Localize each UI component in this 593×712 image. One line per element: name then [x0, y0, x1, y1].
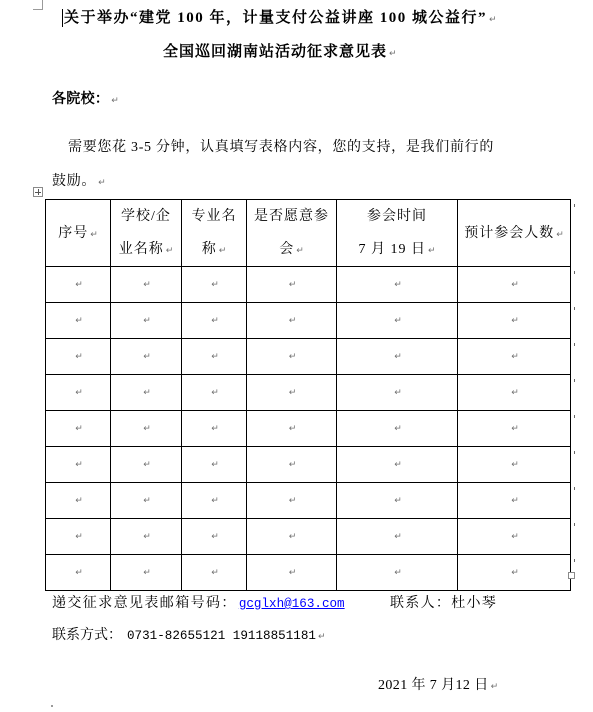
- paragraph-mark: ↵: [211, 316, 219, 326]
- end-of-row-mark: [574, 343, 575, 346]
- table-cell[interactable]: [182, 303, 247, 339]
- table-cell[interactable]: [111, 303, 182, 339]
- paragraph-mark: ↵: [143, 280, 151, 290]
- header-text: 业名称: [118, 242, 164, 257]
- header-cell[interactable]: [111, 200, 182, 267]
- paragraph-mark: ↵: [75, 352, 83, 362]
- table-cell[interactable]: [247, 519, 337, 555]
- paragraph-mark: ↵: [143, 316, 151, 326]
- header-text: 参会时间: [367, 209, 427, 224]
- paragraph-mark: ↵: [288, 388, 297, 398]
- paragraph-mark: ↵: [511, 316, 519, 326]
- header-text: 称: [201, 242, 217, 257]
- table-cell[interactable]: [337, 483, 458, 519]
- table-cell[interactable]: [458, 303, 571, 339]
- partial-paragraph-mark: [51, 705, 53, 707]
- table-header-row: [46, 200, 571, 267]
- paragraph-mark: ↵: [211, 460, 219, 470]
- paragraph-mark: ↵: [75, 460, 83, 470]
- end-of-row-mark: [574, 379, 575, 382]
- paragraph-mark: ↵: [211, 280, 219, 290]
- paragraph-mark: ↵: [143, 424, 151, 434]
- header-cell-line: [182, 200, 246, 233]
- paragraph-mark: ↵: [143, 532, 151, 542]
- page-corner-mark: [33, 9, 43, 10]
- table-cell[interactable]: [337, 447, 458, 483]
- table-cell[interactable]: [111, 519, 182, 555]
- table-cell[interactable]: [247, 555, 337, 591]
- intro-text: 需要您花 3-5 分钟，认真填写表格内容，您的支持，是我们前行的: [68, 140, 495, 155]
- table-cell[interactable]: [46, 339, 111, 375]
- table-row: [46, 447, 571, 483]
- table-cell[interactable]: [337, 303, 458, 339]
- table-cell[interactable]: [458, 483, 571, 519]
- paragraph-mark: ↵: [288, 460, 297, 470]
- paragraph-mark: ↵: [394, 352, 402, 362]
- table-cell[interactable]: [247, 303, 337, 339]
- paragraph-mark: ↵: [317, 632, 326, 642]
- table-cell[interactable]: [46, 303, 111, 339]
- paragraph-mark: ↵: [490, 682, 499, 692]
- paragraph-mark: ↵: [288, 532, 297, 542]
- header-text: 学校/企: [121, 209, 171, 224]
- header-text: 会: [279, 242, 295, 257]
- paragraph-mark: ↵: [394, 460, 402, 470]
- table-cell[interactable]: [182, 267, 247, 303]
- table-cell[interactable]: [111, 447, 182, 483]
- table-cell[interactable]: [247, 375, 337, 411]
- contact-person[interactable]: [390, 595, 497, 613]
- paragraph-mark: ↵: [143, 460, 151, 470]
- end-of-row-mark: [574, 487, 575, 490]
- table-cell[interactable]: [337, 411, 458, 447]
- table-cell[interactable]: [182, 339, 247, 375]
- table-cell[interactable]: [111, 483, 182, 519]
- table-body: [46, 200, 571, 591]
- paragraph-mark: ↵: [394, 424, 402, 434]
- end-of-row-mark: [574, 415, 575, 418]
- header-text: 序号: [58, 225, 89, 241]
- paragraph-mark: ↵: [75, 424, 83, 434]
- header-cell[interactable]: [46, 200, 111, 267]
- form-table: [45, 199, 571, 591]
- end-of-row-mark: [574, 559, 575, 562]
- table-cell[interactable]: [182, 519, 247, 555]
- document-title-line-2[interactable]: [163, 43, 397, 61]
- table-cell[interactable]: [111, 411, 182, 447]
- paragraph-mark: ↵: [389, 49, 397, 59]
- paragraph-mark: ↵: [394, 568, 402, 578]
- header-cell[interactable]: [458, 200, 571, 267]
- header-cell[interactable]: [337, 200, 458, 267]
- paragraph-mark: ↵: [143, 496, 151, 506]
- paragraph-mark: ↵: [394, 388, 402, 398]
- table-cell[interactable]: [182, 483, 247, 519]
- text-cursor: [62, 9, 63, 27]
- document-date[interactable]: [378, 677, 498, 695]
- header-text: 预计参会人数: [464, 225, 555, 241]
- table-cell[interactable]: [458, 267, 571, 303]
- date-text: 2021 年 7 月12 日: [378, 678, 489, 693]
- table-cell[interactable]: [46, 519, 111, 555]
- paragraph-mark: ↵: [511, 352, 519, 362]
- paragraph-mark: ↵: [511, 280, 519, 290]
- table-cell[interactable]: [337, 267, 458, 303]
- header-cell[interactable]: [247, 200, 337, 267]
- header-cell-line: [111, 200, 181, 233]
- paragraph-mark: ↵: [211, 352, 219, 362]
- table-resize-handle-icon[interactable]: [568, 572, 575, 579]
- paragraph-mark: ↵: [143, 568, 151, 578]
- paragraph-mark: ↵: [211, 388, 219, 398]
- paragraph-mark: ↵: [75, 568, 83, 578]
- paragraph-mark: ↵: [75, 496, 83, 506]
- table-cell[interactable]: [182, 447, 247, 483]
- paragraph-mark: ↵: [75, 316, 83, 326]
- table-cell[interactable]: [46, 555, 111, 591]
- table-cell[interactable]: [458, 411, 571, 447]
- table-cell[interactable]: [46, 375, 111, 411]
- paragraph-mark: ↵: [296, 246, 304, 256]
- table-cell[interactable]: [46, 483, 111, 519]
- header-cell-line: [182, 233, 246, 266]
- header-cell-line: [458, 217, 570, 250]
- table-cell[interactable]: [182, 375, 247, 411]
- table-cell[interactable]: [247, 483, 337, 519]
- paragraph-mark: ↵: [511, 496, 519, 506]
- header-cell[interactable]: [182, 200, 247, 267]
- table-cell[interactable]: [46, 411, 111, 447]
- table-cell[interactable]: [337, 519, 458, 555]
- email-link[interactable]: gcglxh@163.com: [238, 597, 345, 611]
- paragraph-mark: ↵: [394, 316, 402, 326]
- end-of-row-mark: [574, 271, 575, 274]
- paragraph-mark: ↵: [165, 246, 174, 256]
- paragraph-mark: ↵: [143, 388, 151, 398]
- table-cell[interactable]: [458, 555, 571, 591]
- paragraph-mark: ↵: [75, 280, 83, 290]
- paragraph-mark: ↵: [511, 568, 519, 578]
- end-of-row-mark: [574, 204, 575, 207]
- paragraph-mark: ↵: [218, 246, 227, 256]
- table-cell[interactable]: [111, 375, 182, 411]
- table-cell[interactable]: [458, 519, 571, 555]
- paragraph-mark: ↵: [511, 532, 519, 542]
- table-cell[interactable]: [458, 375, 571, 411]
- header-cell-line: [247, 233, 336, 266]
- intro-line-1[interactable]: [68, 139, 494, 157]
- paragraph-mark: ↵: [288, 424, 297, 434]
- table-row: [46, 519, 571, 555]
- paragraph-mark: ↵: [75, 388, 83, 398]
- paragraph-mark: ↵: [394, 496, 402, 506]
- paragraph-mark: ↵: [427, 246, 436, 256]
- greeting[interactable]: [52, 91, 119, 109]
- title-text: 全国巡回湖南站活动征求意见表: [163, 44, 388, 60]
- intro-line-2[interactable]: [52, 173, 106, 191]
- contact-label: 联系方式：: [52, 628, 122, 643]
- end-of-row-mark: [574, 451, 575, 454]
- table-row: [46, 303, 571, 339]
- paragraph-mark: ↵: [556, 229, 564, 240]
- email-line[interactable]: [52, 595, 345, 613]
- table-cell[interactable]: [337, 375, 458, 411]
- table-cell[interactable]: [247, 339, 337, 375]
- paragraph-mark: ↵: [394, 532, 402, 542]
- paragraph-mark: ↵: [90, 229, 98, 240]
- table-cell[interactable]: [111, 267, 182, 303]
- table-cell[interactable]: [182, 411, 247, 447]
- end-of-row-mark: [574, 523, 575, 526]
- header-text: 是否愿意参: [254, 209, 329, 224]
- contact-line[interactable]: [52, 627, 325, 645]
- table-cell[interactable]: [458, 339, 571, 375]
- paragraph-mark: ↵: [143, 352, 151, 362]
- header-text: 7 月 19 日: [358, 242, 426, 257]
- table-cell[interactable]: [111, 555, 182, 591]
- header-cell-line: [337, 200, 457, 233]
- table-cell[interactable]: [46, 447, 111, 483]
- title-text: 关于举办“建党 100 年，计量支付公益讲座 100 城公益行”: [64, 10, 488, 26]
- end-of-row-mark: [574, 307, 575, 310]
- email-label: 递交征求意见表邮箱号码：: [52, 596, 237, 611]
- greeting-text: 各院校：: [52, 92, 110, 107]
- table-cell[interactable]: [458, 447, 571, 483]
- paragraph-mark: ↵: [211, 496, 219, 506]
- table-row: [46, 267, 571, 303]
- paragraph-mark: ↵: [288, 280, 297, 290]
- contact-person-text: 联系人：杜小琴: [390, 596, 498, 611]
- paragraph-mark: ↵: [288, 352, 297, 362]
- table-row: [46, 483, 571, 519]
- table-row: [46, 339, 571, 375]
- table-move-handle-icon[interactable]: [33, 187, 43, 197]
- table-cell[interactable]: [247, 267, 337, 303]
- table-cell[interactable]: [337, 339, 458, 375]
- paragraph-mark: ↵: [511, 424, 519, 434]
- table-row: [46, 411, 571, 447]
- table-cell[interactable]: [247, 447, 337, 483]
- table-cell[interactable]: [247, 411, 337, 447]
- header-cell-line: [247, 200, 336, 233]
- table-cell[interactable]: [337, 555, 458, 591]
- header-cell-line: [337, 233, 457, 266]
- table-cell[interactable]: [46, 267, 111, 303]
- paragraph-mark: ↵: [511, 460, 519, 470]
- paragraph-mark: ↵: [511, 388, 519, 398]
- paragraph-mark: ↵: [211, 424, 219, 434]
- table-cell[interactable]: [182, 555, 247, 591]
- paragraph-mark: ↵: [288, 496, 297, 506]
- contact-phones: 0731-82655121 19118851181: [127, 629, 316, 643]
- paragraph-mark: ↵: [211, 532, 219, 542]
- table-row: [46, 375, 571, 411]
- header-text: 专业名: [191, 209, 237, 224]
- header-cell-line: [111, 233, 181, 266]
- header-cell-line: [46, 217, 110, 250]
- paragraph-mark: ↵: [489, 15, 497, 25]
- paragraph-mark: ↵: [211, 568, 219, 578]
- paragraph-mark: ↵: [98, 178, 106, 188]
- table-row: [46, 555, 571, 591]
- paragraph-mark: ↵: [75, 532, 83, 542]
- paragraph-mark: ↵: [394, 280, 402, 290]
- paragraph-mark: ↵: [288, 568, 297, 578]
- paragraph-mark: ↵: [111, 96, 119, 106]
- paragraph-mark: ↵: [288, 316, 297, 326]
- table-cell[interactable]: [111, 339, 182, 375]
- document-title-line-1[interactable]: [64, 9, 497, 27]
- intro-text: 鼓励。: [52, 174, 97, 189]
